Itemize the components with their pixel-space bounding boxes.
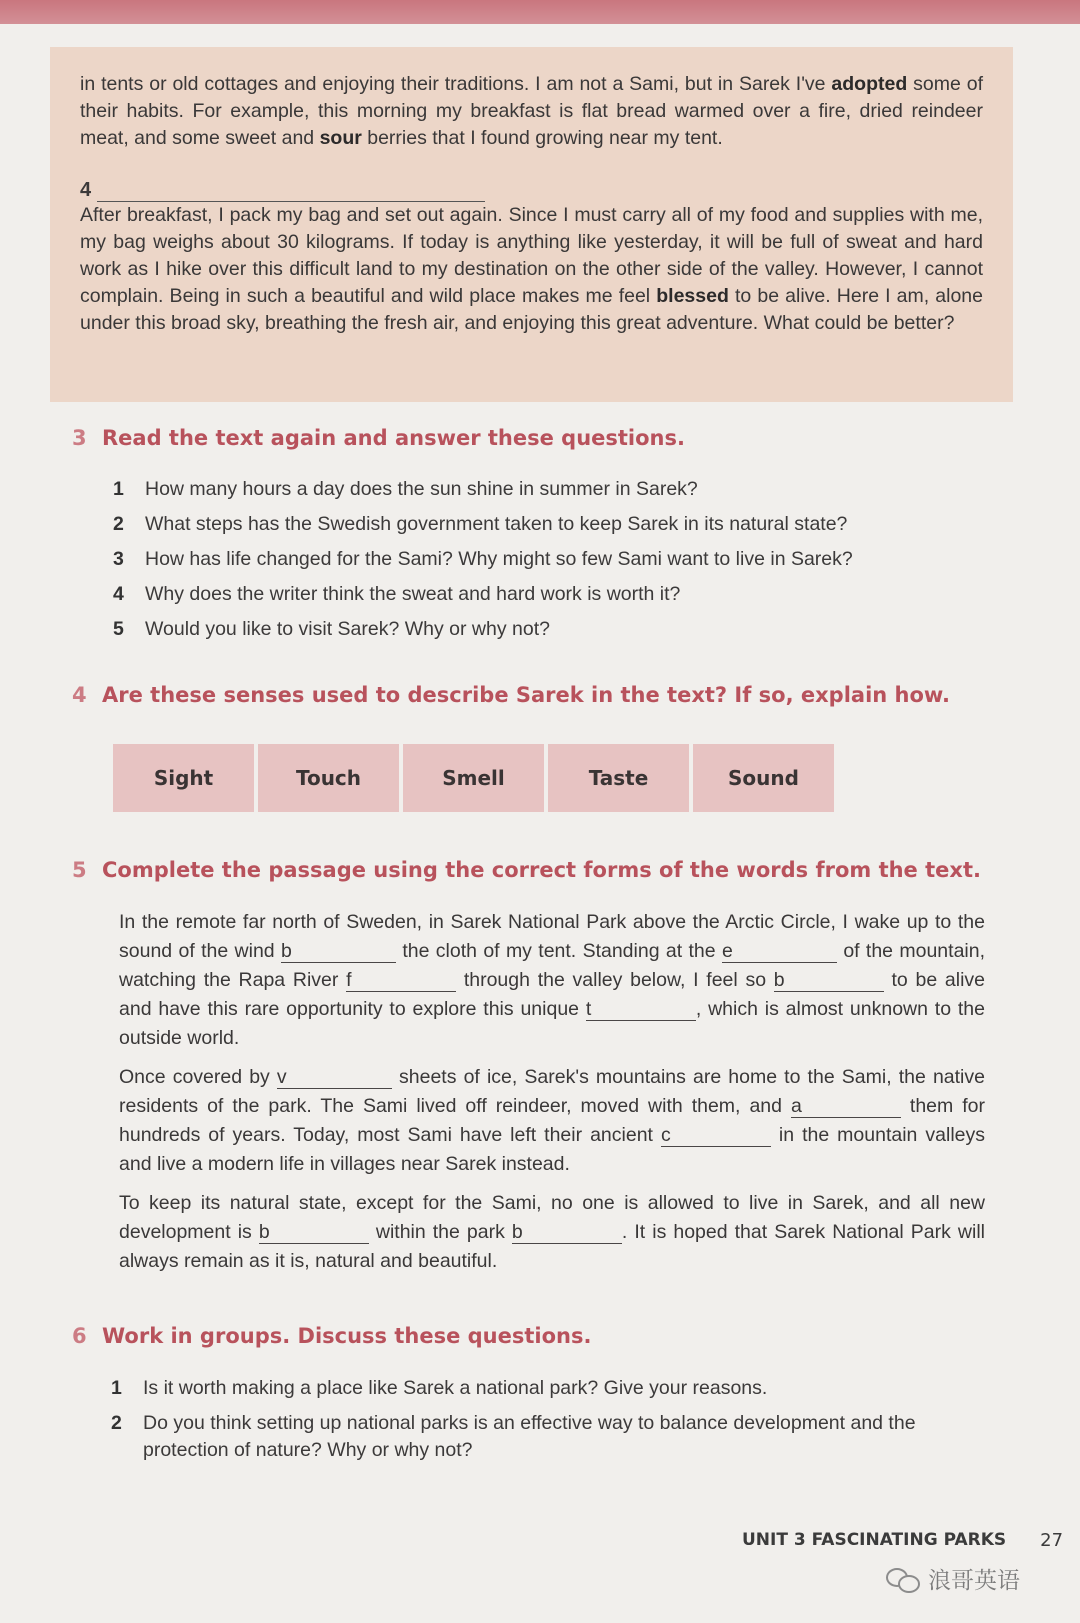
passage-paragraph-3: To keep its natural state, except for the Sami, no one is allowed to live in Sarek, and all new development is b within the park b . It is hoped that Sarek National Park will always remain as it is, natural and beautiful.: [119, 1192, 985, 1272]
blank-b4[interactable]: b: [512, 1221, 622, 1244]
list-item: 1 How many hours a day does the sun shine in summer in Sarek?: [113, 478, 698, 500]
exercise-3-title: Read the text again and answer these questions.: [102, 426, 685, 450]
keyword-blessed: blessed: [656, 285, 729, 307]
exercise-5-number: 5: [72, 858, 87, 882]
blank-c[interactable]: c: [661, 1124, 771, 1147]
list-item: 2 Do you think setting up national parks is an effective way to balance development and the protection of nature? Why or why not?: [111, 1412, 916, 1461]
list-item: 1 Is it worth making a place like Sarek a national park? Give your reasons.: [111, 1377, 768, 1399]
paragraph-4-heading: [80, 178, 983, 202]
page-footer: [742, 1530, 1063, 1551]
exercise-5-title: Complete the passage using the correct forms of the words from the text.: [102, 858, 981, 882]
watermark: [886, 1562, 1020, 1595]
page-number: 27: [1040, 1530, 1064, 1551]
exercise-4-number: 4: [72, 683, 87, 707]
blank-a[interactable]: a: [791, 1095, 901, 1118]
exercise-5-passage: [119, 908, 985, 1286]
blank-f[interactable]: f: [346, 969, 456, 992]
watermark-text: 浪哥英语: [928, 1567, 1020, 1593]
exercise-4-title: Are these senses used to describe Sarek in the text? If so, explain how.: [102, 683, 950, 707]
exercise-5-heading: [72, 858, 981, 882]
exercise-3-heading: [72, 426, 685, 450]
exercise-4-heading: [72, 683, 950, 707]
sense-touch: Touch: [258, 744, 399, 812]
sense-sight: Sight: [113, 744, 254, 812]
senses-table: [113, 744, 838, 812]
sense-taste: Taste: [548, 744, 689, 812]
list-item: 5 Would you like to visit Sarek? Why or why not?: [113, 618, 550, 640]
keyword-sour: sour: [319, 127, 362, 149]
list-item: 2 What steps has the Swedish government taken to keep Sarek in its natural state?: [113, 513, 848, 535]
blank-t[interactable]: t: [586, 998, 696, 1021]
wechat-icon: [886, 1566, 920, 1592]
top-color-band: [0, 0, 1080, 24]
passage-paragraph-1: In the remote far north of Sweden, in Sarek National Park above the Arctic Circle, I wake up to the sound of the wind b the cloth of my tent. Standing at the e of the mountain, watching the Rapa River f through the valley below, I feel so b to be alive and have this rare opportunity to explore this unique t , which is almost unknown to the outside world.: [119, 911, 986, 1049]
paragraph-title-blank[interactable]: [97, 183, 485, 202]
paragraph-4-number: 4: [80, 179, 92, 201]
exercise-6-title: Work in groups. Discuss these questions.: [102, 1324, 592, 1348]
exercise-6-questions: [111, 1375, 991, 1472]
list-item: 4 Why does the writer think the sweat and hard work is worth it?: [113, 583, 681, 605]
keyword-adopted: adopted: [831, 73, 908, 95]
blank-b3[interactable]: b: [259, 1221, 369, 1244]
blank-b1[interactable]: b: [281, 940, 396, 963]
paragraph-4: After breakfast, I pack my bag and set out again. Since I must carry all of my food and supplies with me, my bag weighs about 30 kilograms. If today is anything like yesterday, it will be full of sweat and hard work as I hike over this difficult land to my destination on the other side of the valley. However, I cannot complain. Being in such a beautiful and wild place makes me feel blessed to be alive. Here I am, alone under this broad sky, breathing the fresh air, and enjoying this great adventure. What could be better?: [80, 204, 983, 334]
unit-title: FASCINATING PARKS: [811, 1530, 1007, 1550]
reading-passage-box: [50, 47, 1013, 402]
exercise-3-questions: [113, 476, 993, 651]
blank-v[interactable]: v: [277, 1066, 392, 1089]
exercise-6-number: 6: [72, 1324, 87, 1348]
sense-smell: Smell: [403, 744, 544, 812]
sense-sound: Sound: [693, 744, 834, 812]
list-item: 3 How has life changed for the Sami? Why might so few Sami want to live in Sarek?: [113, 548, 853, 570]
unit-label: UNIT 3: [742, 1530, 806, 1550]
passage-paragraph-2: Once covered by v sheets of ice, Sarek's mountains are home to the Sami, the native residents of the park. The Sami lived off reindeer, moved with them, and a them for hundreds of years. Today, most Sami have left their ancient c in the mountain valleys and live a modern life in villages near Sarek instead.: [119, 1066, 985, 1175]
blank-e[interactable]: e: [722, 940, 837, 963]
exercise-6-heading: [72, 1324, 591, 1348]
blank-b2[interactable]: b: [774, 969, 884, 992]
exercise-3-number: 3: [72, 426, 87, 450]
paragraph-3: in tents or old cottages and enjoying their traditions. I am not a Sami, but in Sarek I've adopted some of their habits. For example, this morning my breakfast is flat bread warmed over a fire, dried reindeer meat, and some sweet and sour berries that I found growing near my tent.: [80, 73, 983, 149]
